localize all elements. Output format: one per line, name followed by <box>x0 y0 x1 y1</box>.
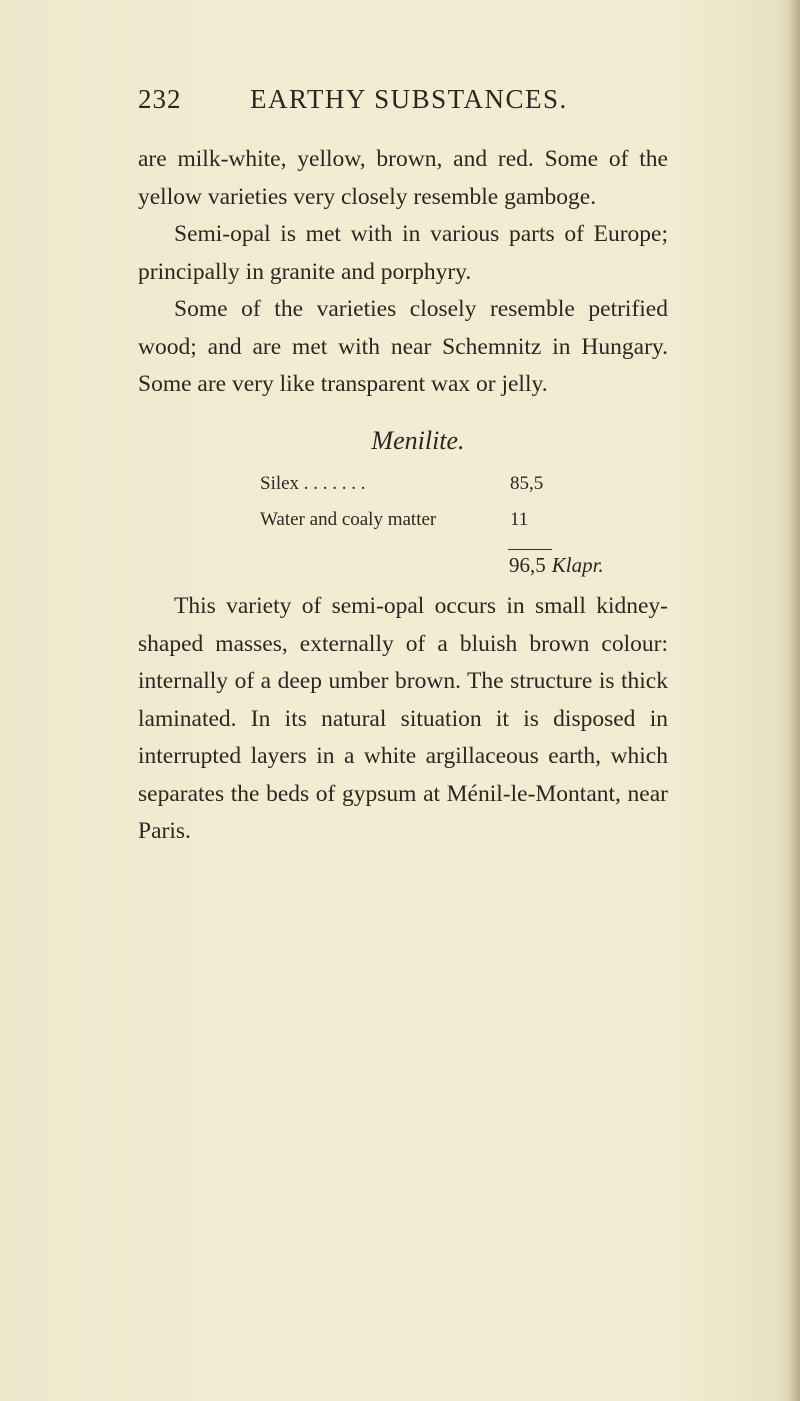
analysis-row-name: Silex . . . . . . . <box>260 473 366 494</box>
paragraph-menilite-description: This variety of semi-opal occurs in small kidney-shaped masses, externally of a bluish brown colour: internally of a deep umber brown. The structure is thick laminated. In its natural situation it is disposed in interrupted layers in a white argillaceous earth, which separates the beds of gypsum at Ménil-le-Montant, near Paris. <box>138 593 668 844</box>
page-number: 232 <box>138 84 182 114</box>
page-edge-shadow <box>788 0 800 1401</box>
analysis-title: Menilite. <box>371 426 465 455</box>
text-block-top <box>138 141 668 404</box>
analysis-total-value: 96,5 <box>509 553 546 577</box>
analysis-total <box>509 553 604 578</box>
running-title: EARTHY SUBSTANCES. <box>250 84 568 114</box>
analysis-row-silex <box>260 473 620 501</box>
page-header <box>138 84 658 124</box>
paragraph-varieties: Some of the varieties closely resemble petrified wood; and are met with near Schemnitz in Hungary. Some are very like transparent wax or jelly. <box>138 296 668 397</box>
analysis-row-name: Water and coaly matter <box>260 509 437 530</box>
analysis-row-value: 11 <box>510 509 529 530</box>
sum-rule <box>508 549 552 550</box>
analysis-row-value: 85,5 <box>510 473 544 494</box>
analysis-authority: Klapr. <box>551 553 604 577</box>
paragraph-continuation: are milk-white, yellow, brown, and red. Some of the yellow varieties very closely resemble gamboge. <box>138 146 668 210</box>
paragraph-semi-opal: Semi-opal is met with in various parts of Europe; principally in granite and porphyry. <box>138 221 668 285</box>
analysis-row-water <box>260 509 620 537</box>
text-block-bottom <box>138 588 668 851</box>
